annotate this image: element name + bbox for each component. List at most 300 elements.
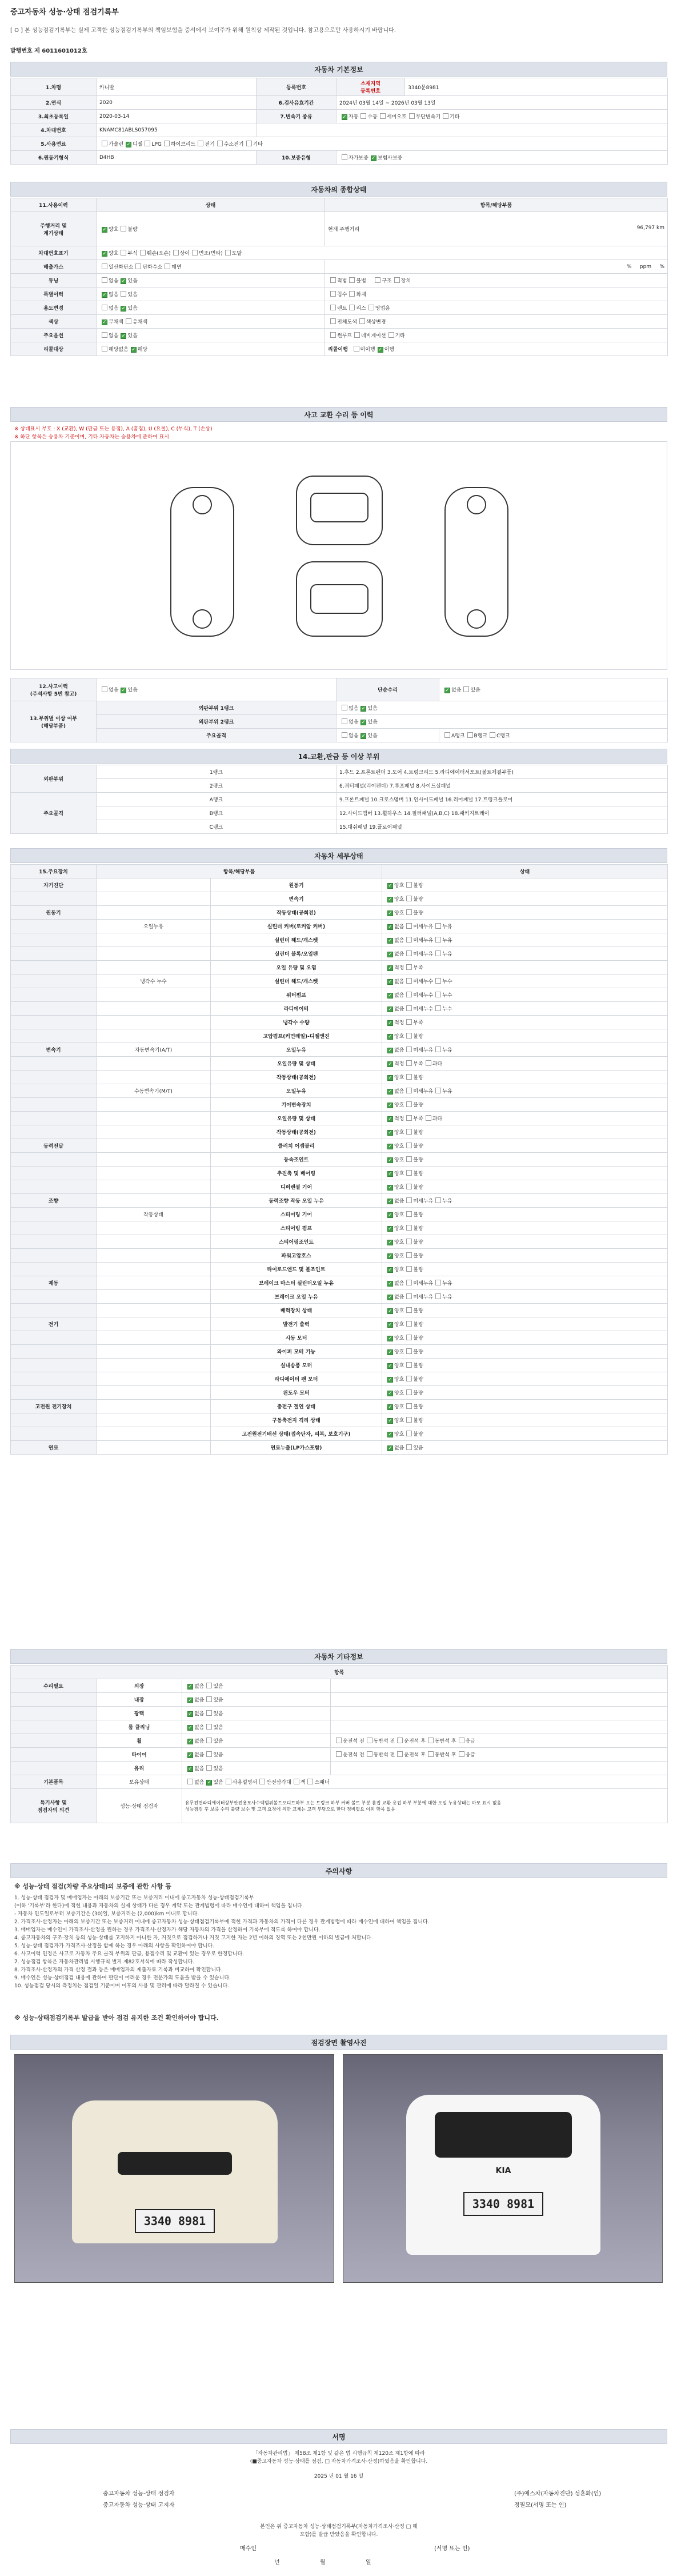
header: 항목 <box>11 1666 668 1679</box>
detail-row <box>11 1345 668 1359</box>
tuning-sub: 적법 불법 구조 장치 <box>325 274 668 287</box>
mileage-options: ✓양호 불량 <box>97 212 325 246</box>
repair-options: ✓ 없음 있음 <box>182 1693 331 1707</box>
notice: [ O ] 본 성능점검기록부는 실제 고객한 성능점검기록부의 책임보험을 증서에서 보여주가 위해 원칙상 제작된 것입니다. 참고용으로만 사용하시기 바랍니다. <box>10 27 396 34</box>
repair-item: 타이어 <box>97 1748 182 1762</box>
value: 2020 <box>97 96 257 110</box>
car-rear <box>297 562 382 636</box>
frame-rank: A랭크 B랭크 C랭크 <box>439 729 668 742</box>
detail-subgroup <box>97 1317 211 1331</box>
detail-subgroup <box>97 933 211 947</box>
detail-group <box>11 1180 97 1194</box>
caution-list <box>14 1894 660 1990</box>
inspection-photo-rear <box>343 2054 663 2283</box>
detail-row <box>11 1290 668 1304</box>
label: C랭크 <box>97 820 337 834</box>
detail-item: 파워고압호스 <box>211 1249 382 1263</box>
emission-options: 일산화탄소 탄화수소 매연 <box>97 260 325 274</box>
detail-item: 워터펌프 <box>211 988 382 1002</box>
detail-item: 충전구 절연 상태 <box>211 1400 382 1413</box>
detail-status: ✓ 양호 불량 <box>382 1345 668 1359</box>
detail-item: 라디에이터 <box>211 1002 382 1016</box>
detail-status: ✓ 양호 불량 <box>382 1221 668 1235</box>
detail-subgroup <box>97 947 211 961</box>
page-title: 중고자동차 성능·상태 점검기록부 <box>10 8 119 17</box>
detail-row <box>11 906 668 920</box>
caution-title: ※ 성능·상태 점검(차량 주요상태)의 보증에 관한 사항 등 <box>14 1883 171 1890</box>
label: 주요골격 <box>11 793 97 834</box>
detail-group <box>11 1413 97 1427</box>
repair-position: 운전석 전 동반석 전 운전석 후 동반석 후 응급 <box>331 1734 668 1748</box>
value: 2020-03-14 <box>97 110 257 123</box>
detail-row <box>11 1071 668 1084</box>
detail-item: 와이퍼 모터 기능 <box>211 1345 382 1359</box>
detail-item: 실린더 블록/오일팬 <box>211 947 382 961</box>
label: 외판부위 <box>11 765 97 793</box>
fuel-options: 가솔린✓ 디젤 LPG 하이브리드 전기 수소전기 기타 <box>97 137 668 151</box>
wheel <box>467 610 486 628</box>
detail-row <box>11 1029 668 1043</box>
detail-group: 자기진단 <box>11 878 97 892</box>
caution-line: 8. 가격조사·산정자의 가격 산정 결과 등은 매매업자의 제출자료 기록과 비교하여 확인합니다. <box>14 1967 223 1973</box>
detail-subgroup <box>97 1400 211 1413</box>
emission-units: % ppm % <box>325 260 668 274</box>
label: 2.연식 <box>11 96 97 110</box>
detail-row <box>11 1331 668 1345</box>
detail-subgroup <box>97 1098 211 1112</box>
detail-status: ✓ 없음 미세누유 누유 <box>382 1043 668 1057</box>
car-left-side <box>171 488 234 636</box>
detail-subgroup <box>97 1125 211 1139</box>
detail-subgroup <box>97 1139 211 1153</box>
repair-group <box>11 1734 97 1748</box>
value: 1.후드 2.프론트펜더 3.도어 4.트렁크리드 5.라디에이터서포트(볼트체결부품) <box>337 765 668 779</box>
detail-item: 작동상태(공회전) <box>211 906 382 920</box>
repair-item: 내장 <box>97 1693 182 1707</box>
special-options: ✓ 없음 있음 <box>97 287 325 301</box>
detail-item: 오일누유 <box>211 1043 382 1057</box>
day-label: 일 <box>366 2559 371 2566</box>
section-sign: 서명 <box>10 2429 667 2444</box>
section-summary: 자동차의 종합상태 <box>10 182 667 197</box>
car-diagram <box>10 441 667 670</box>
month-label: 월 <box>320 2559 326 2566</box>
detail-item: 변속기 <box>211 892 382 906</box>
detail-row <box>11 1098 668 1112</box>
detail-row <box>11 933 668 947</box>
section-basic: 자동차 기본정보 <box>10 62 667 77</box>
section-parts: 14.교환,판금 등 이상 부위 <box>10 749 667 764</box>
detail-group <box>11 1235 97 1249</box>
caution-line: 9. 매수인은 성능·상태점검 내용에 관하여 판단이 어려운 경우 전문가의 도움을 받을 수 있습니다. <box>14 1975 231 1981</box>
detail-subgroup <box>97 1029 211 1043</box>
detail-item: 냉각수 수량 <box>211 1016 382 1029</box>
detail-subgroup <box>97 1359 211 1372</box>
detail-item: 오일유량 및 상태 <box>211 1112 382 1125</box>
doc-number: 발행번호 제 6011601012호 <box>10 48 87 54</box>
detail-subgroup <box>97 1386 211 1400</box>
repair-options: ✓ 없음 있음 <box>182 1707 331 1720</box>
detail-item: 클러치 어셈블리 <box>211 1139 382 1153</box>
label: 10.보증유형 <box>257 151 337 165</box>
label: 주요옵션 <box>11 329 97 342</box>
repair-group <box>11 1720 97 1734</box>
parts-table <box>10 765 667 834</box>
repair-item: 광택 <box>97 1707 182 1720</box>
label: 13.부위별 이상 여부 (해당부품) <box>11 701 97 742</box>
detail-status: ✓ 양호 불량 <box>382 906 668 920</box>
caution-line: 1. 성능·상태 점검자 및 매매업자는 아래의 보증기간 또는 보증거리 이내에 중고자동차 성능·상태점검기록부 <box>14 1895 254 1901</box>
detail-status: ✓ 양호 불량 <box>382 1153 668 1167</box>
accessory-options: 없음✓ 있음 사용설명서 안전삼각대 잭 스패너 <box>182 1775 668 1789</box>
label: 외판부위 2랭크 <box>97 715 337 729</box>
detail-item: 실내송풍 모터 <box>211 1359 382 1372</box>
detail-status: ✓ 양호 불량 <box>382 1359 668 1372</box>
detail-group <box>11 1372 97 1386</box>
detail-subgroup <box>97 988 211 1002</box>
tuning-options: 없음✓ 있음 <box>97 274 325 287</box>
section-detail: 자동차 세부상태 <box>10 848 667 863</box>
detail-group: 연료 <box>11 1441 97 1455</box>
detail-subgroup <box>97 1372 211 1386</box>
detail-item: 동력조향 작동 오일 누유 <box>211 1194 382 1208</box>
value: 3340문8981 <box>405 78 668 96</box>
repair-row <box>11 1707 668 1720</box>
basic-table <box>10 78 667 165</box>
label: 6.검사유효기간 <box>257 96 337 110</box>
detail-subgroup <box>97 1290 211 1304</box>
detail-row <box>11 1016 668 1029</box>
label: 5.사용연료 <box>11 137 97 151</box>
detail-item: 구동축전지 격리 상태 <box>211 1413 382 1427</box>
detail-subgroup <box>97 1441 211 1455</box>
detail-group <box>11 1153 97 1167</box>
warranty-options: 자가보증✓ 보험사보증 <box>337 151 668 165</box>
detail-subgroup <box>97 1413 211 1427</box>
detail-status: ✓ 양호 불량 <box>382 1413 668 1427</box>
detail-status: ✓ 없음 미세누유 누유 <box>382 1084 668 1098</box>
value: 2024년 03월 14일 ~ 2026년 03월 13일 <box>337 96 668 110</box>
color-options: ✓ 무채색 유채색 <box>97 315 325 329</box>
detail-status: ✓ 양호 불량 <box>382 1098 668 1112</box>
value: 15.대쉬패널 19.플로어패널 <box>337 820 668 834</box>
detail-group <box>11 1125 97 1139</box>
label: 외판부위 1랭크 <box>97 701 337 715</box>
detail-subgroup <box>97 1304 211 1317</box>
detail-group <box>11 1084 97 1098</box>
repair-group: 수리필요 <box>11 1679 97 1693</box>
detail-status: ✓ 양호 불량 <box>382 1386 668 1400</box>
detail-row <box>11 947 668 961</box>
sign-text-2: (■중고자동차 성능·상태를 점검, □ 자동차가격조사·산정)하였음을 확인합니다. <box>250 2459 428 2465</box>
caution-line: 6. 사고이력 인정은 사고로 자동차 주요 골격 부위의 판금, 용접수리 및 교환이 있는 경우로 한정합니다. <box>14 1951 245 1957</box>
caution-note: ※ 성능·상태점검기록부 발급을 받아 점검 유지한 조건 확인하여야 합니다. <box>14 2014 219 2022</box>
caution-line: - 자동차 인도일로부터 보증기간은 (30)일, 보증거리는 (2,000)km 이내로 합니다. <box>14 1911 199 1917</box>
label: 용도변경 <box>11 301 97 315</box>
sign-text-1: 「자동차관리법」 제58조 제1항 및 같은 법 시행규칙 제120조 제1항에 따라 <box>253 2451 425 2457</box>
frame-options: 없음✓ 있음 <box>337 729 439 742</box>
detail-status: ✓ 양호 불량 <box>382 1029 668 1043</box>
detail-group <box>11 1290 97 1304</box>
detail-group: 고전원 전기장치 <box>11 1400 97 1413</box>
repair-group <box>11 1748 97 1762</box>
detail-subgroup: 오일누유 <box>97 920 211 933</box>
detail-status: ✓ 없음 미세누유 누유 <box>382 1290 668 1304</box>
detail-row <box>11 961 668 975</box>
detail-subgroup <box>97 1331 211 1345</box>
detail-item: 작동상태(공회전) <box>211 1125 382 1139</box>
detail-item: 고전원전기배선 상태(접속단자, 피복, 보호기구) <box>211 1427 382 1441</box>
caution-line: 2. 가격조사·산정자는 아래의 보증기간 또는 보증거리 이내에 중고자동차 성능·상태점검기록부에 적힌 가격과 자동차의 가격이 다른 경우 관계법령에 따라 매수인에 대하여 책임을 집니다. <box>14 1919 430 1925</box>
detail-status: ✓ 양호 불량 <box>382 1263 668 1276</box>
detail-row <box>11 1372 668 1386</box>
detail-row <box>11 1208 668 1221</box>
label: 주행거리 및 계기상태 <box>11 212 97 246</box>
detail-subgroup <box>97 1071 211 1084</box>
detail-subgroup <box>97 906 211 920</box>
label: 3.최초등록일 <box>11 110 97 123</box>
detail-status: ✓ 양호 불량 <box>382 1071 668 1084</box>
detail-row <box>11 1125 668 1139</box>
detail-row <box>11 878 668 892</box>
caution-line: 4. 중고자동차의 구조·장치 등의 성능·상태를 고지하지 아니한 자, 거짓으로 점검하거나 거짓 고지한 자는 2년 이하의 징역 또는 2천만원 이하의 벌금에 처합니다. <box>14 1935 373 1941</box>
sign-date: 2025 년 01 월 16 일 <box>314 2474 364 2479</box>
header: 상태 <box>97 198 325 212</box>
detail-row <box>11 1441 668 1455</box>
detail-item: 실린더 헤드/개스켓 <box>211 975 382 988</box>
transmission-options: ✓ 자동 수동 세미오토 무단변속기 기타 <box>337 110 668 123</box>
mileage: 현재 주행거리 96,797 km <box>325 212 668 246</box>
label: 등록번호 <box>257 78 337 96</box>
repair-row <box>11 1734 668 1748</box>
buyer-sign: (서명 또는 인) <box>434 2546 470 2552</box>
detail-group <box>11 1427 97 1441</box>
detail-status: ✓ 없음 미세누유 누유 <box>382 920 668 933</box>
section-caution: 주의사항 <box>10 1863 667 1878</box>
label: 2랭크 <box>97 779 337 793</box>
detail-row <box>11 1427 668 1441</box>
header: 항목/해당부품 <box>325 198 668 212</box>
detail-item: 등속조인트 <box>211 1153 382 1167</box>
detail-status: ✓ 없음 미세누수 누수 <box>382 988 668 1002</box>
recall-options: 해당없음✓ 해당 <box>97 342 325 356</box>
value: 12.사이드멤버 13.휠하우스 14.필러패널(A,B,C) 18.패키지트레이 <box>337 806 668 820</box>
detail-item: 오일 유량 및 오염 <box>211 961 382 975</box>
detail-row <box>11 1153 668 1167</box>
detail-status: ✓ 양호 불량 <box>382 1427 668 1441</box>
detail-status: ✓ 없음 미세누유 누유 <box>382 1276 668 1290</box>
detail-item: 시동 모터 <box>211 1331 382 1345</box>
detail-status: ✓ 양호 불량 <box>382 1208 668 1221</box>
inspector-label: 중고자동차 성능·상태 점검자 <box>103 2491 175 2497</box>
sign-text-3: 본인은 위 중고자동차 성능·상태점검기록부(자동차가격조사·산정 □ 해 <box>260 2524 418 2530</box>
opinion-text: 유무전면라디에이터상부안전용모사수액범위볼트오디트하부 오는 트렁크 하부 커버 볼트 부분 흠집 교환 용접 하부 부분에 대한 오일 누유상태는 마모 표시 없음 성능점검 후 보증 수리 불량 보수 및 고객 요청에 의한 교체는 고객 부담으로 한다 정비필요 이외 항목 없음 <box>182 1789 668 1823</box>
detail-item: 실린더 헤드/개스켓 <box>211 933 382 947</box>
detail-row <box>11 892 668 906</box>
detail-subgroup <box>97 1221 211 1235</box>
label: 기본품목 <box>11 1775 97 1789</box>
detail-status: ✓ 양호 불량 <box>382 878 668 892</box>
detail-row <box>11 1249 668 1263</box>
label: 차대번호표기 <box>11 246 97 260</box>
detail-group <box>11 988 97 1002</box>
opt-options: 없음✓ 있음 <box>97 329 325 342</box>
notifier-value: 정필모(서명 또는 인) <box>514 2502 567 2509</box>
inspection-photo-front <box>14 2054 334 2283</box>
detail-row <box>11 1112 668 1125</box>
detail-group <box>11 1359 97 1372</box>
detail-subgroup <box>97 1194 211 1208</box>
inspector-value: (주)에스차(자동차진단) 성훈화(인) <box>514 2491 602 2497</box>
detail-status: ✓ 적정 부족 <box>382 961 668 975</box>
detail-group <box>11 1304 97 1317</box>
detail-subgroup <box>97 1263 211 1276</box>
detail-item: 라디에이터 팬 모터 <box>211 1372 382 1386</box>
repair-options: ✓ 없음 있음 <box>182 1748 331 1762</box>
detail-group <box>11 1263 97 1276</box>
repair-position <box>331 1720 668 1734</box>
detail-subgroup: 냉각수 누수 <box>97 975 211 988</box>
detail-group <box>11 1208 97 1221</box>
value: 9.프론트패널 10.크로스멤버 11.인사이드패널 16.리어패널 17.트렁크플로어 <box>337 793 668 806</box>
label: 4.차대번호 <box>11 123 97 137</box>
detail-subgroup <box>97 1016 211 1029</box>
detail-row <box>11 1235 668 1249</box>
detail-subgroup <box>97 1249 211 1263</box>
detail-status: ✓ 없음 미세누유 누유 <box>382 947 668 961</box>
detail-group <box>11 1002 97 1016</box>
detail-item: 오일누유 <box>211 1084 382 1098</box>
accident-table <box>10 678 667 742</box>
detail-group <box>11 1057 97 1071</box>
detail-group <box>11 1221 97 1235</box>
detail-row <box>11 1084 668 1098</box>
label: 12.사고이력 (주석사항 5번 참고) <box>11 678 97 701</box>
repair-group <box>11 1707 97 1720</box>
label: 특기사항 및 점검자의 의견 <box>11 1789 97 1823</box>
detail-group: 원동기 <box>11 906 97 920</box>
label: 1랭크 <box>97 765 337 779</box>
detail-subgroup: 자동변속기(A/T) <box>97 1043 211 1057</box>
detail-item: 발전기 출력 <box>211 1317 382 1331</box>
rank1-options: 없음✓ 있음 <box>337 701 668 715</box>
detail-item: 기어변속장치 <box>211 1098 382 1112</box>
repair-item: 휠 <box>97 1734 182 1748</box>
use-sub: 렌트 리스 영업용 <box>325 301 668 315</box>
detail-group <box>11 1016 97 1029</box>
detail-item: 스티어링조인트 <box>211 1235 382 1249</box>
detail-group <box>11 947 97 961</box>
value: KNAMC81ABLS057095 <box>97 123 257 137</box>
detail-subgroup <box>97 878 211 892</box>
detail-table <box>10 864 667 1455</box>
detail-status: ✓ 없음 미세누수 누수 <box>382 1002 668 1016</box>
repair-item: 룸 클리닝 <box>97 1720 182 1734</box>
repair-options: ✓ 없음 있음 <box>182 1762 331 1775</box>
label: 소재지역 등록번호 <box>337 78 405 96</box>
detail-group <box>11 1029 97 1043</box>
detail-subgroup <box>97 1057 211 1071</box>
detail-row <box>11 1304 668 1317</box>
car-grille <box>118 2152 232 2175</box>
repair-options: ✓ 없음 있음 <box>439 678 668 701</box>
rank2-options: 없음✓ 있음 <box>337 715 668 729</box>
detail-status: ✓ 양호 불량 <box>382 1167 668 1180</box>
detail-row <box>11 1317 668 1331</box>
repair-row <box>11 1762 668 1775</box>
repair-row <box>11 1720 668 1734</box>
label: 색상 <box>11 315 97 329</box>
detail-group: 전기 <box>11 1317 97 1331</box>
detail-item: 연료누출(LP가스포함) <box>211 1441 382 1455</box>
detail-subgroup <box>97 1153 211 1167</box>
detail-subgroup: 작동상태 <box>97 1208 211 1221</box>
detail-status: ✓ 양호 불량 <box>382 1180 668 1194</box>
car-right-side <box>445 488 508 636</box>
detail-group <box>11 1098 97 1112</box>
repair-position <box>331 1679 668 1693</box>
detail-subgroup <box>97 1276 211 1290</box>
windshield <box>311 493 368 522</box>
detail-row <box>11 1386 668 1400</box>
label: 배출가스 <box>11 260 97 274</box>
label: 성능·상태 점검자 <box>97 1789 182 1823</box>
detail-subgroup <box>97 961 211 975</box>
detail-row <box>11 1139 668 1153</box>
accident-options: 없음✓ 있음 <box>97 678 337 701</box>
wheel <box>193 610 211 628</box>
detail-status: ✓ 양호 불량 <box>382 892 668 906</box>
summary-table <box>10 198 667 356</box>
section-photos: 점검장면 촬영사진 <box>10 2035 667 2050</box>
label: 리콜대상 <box>11 342 97 356</box>
caution-line: 10. 성능점검 당시의 측정치는 점검일 기준이며 이후의 사용 및 관리에 따라 달라질 수 있습니다. <box>14 1983 230 1989</box>
detail-subgroup: 수동변속기(M/T) <box>97 1084 211 1098</box>
year-label: 년 <box>274 2559 280 2566</box>
detail-row <box>11 1276 668 1290</box>
special-sub: 침수 화재 <box>325 287 668 301</box>
detail-group <box>11 975 97 988</box>
detail-group <box>11 1112 97 1125</box>
label: B랭크 <box>97 806 337 820</box>
detail-item: 오일유량 및 상태 <box>211 1057 382 1071</box>
header: 항목/해당부품 <box>97 865 382 878</box>
section-accident: 사고 교환 수리 등 이력 <box>10 407 667 422</box>
detail-row <box>11 1043 668 1057</box>
detail-row <box>11 1194 668 1208</box>
header: 상태 <box>382 865 668 878</box>
detail-status: ✓ 없음 있음 <box>382 1441 668 1455</box>
detail-status: ✓ 양호 불량 <box>382 1235 668 1249</box>
detail-row <box>11 1167 668 1180</box>
rear-window <box>311 585 368 613</box>
repair-position: 운전석 전 동반석 전 운전석 후 동반석 후 응급 <box>331 1748 668 1762</box>
label: 튜닝 <box>11 274 97 287</box>
detail-row <box>11 975 668 988</box>
label: 주요골격 <box>97 729 337 742</box>
detail-item: 스티어링 펌프 <box>211 1221 382 1235</box>
detail-group: 조향 <box>11 1194 97 1208</box>
value: 카니발 <box>97 78 257 96</box>
detail-group <box>11 920 97 933</box>
repair-row <box>11 1679 668 1693</box>
repair-position <box>331 1762 668 1775</box>
caution-line: 5. 성능·상태 점검자가 가격조사·산정을 함께 하는 경우 아래의 사항을 확인하여야 합니다. <box>14 1943 215 1949</box>
detail-row <box>11 1400 668 1413</box>
detail-status: ✓ 적정 부족 과다 <box>382 1057 668 1071</box>
car-rear-window <box>435 2112 572 2158</box>
detail-status: ✓ 적정 부족 과다 <box>382 1112 668 1125</box>
